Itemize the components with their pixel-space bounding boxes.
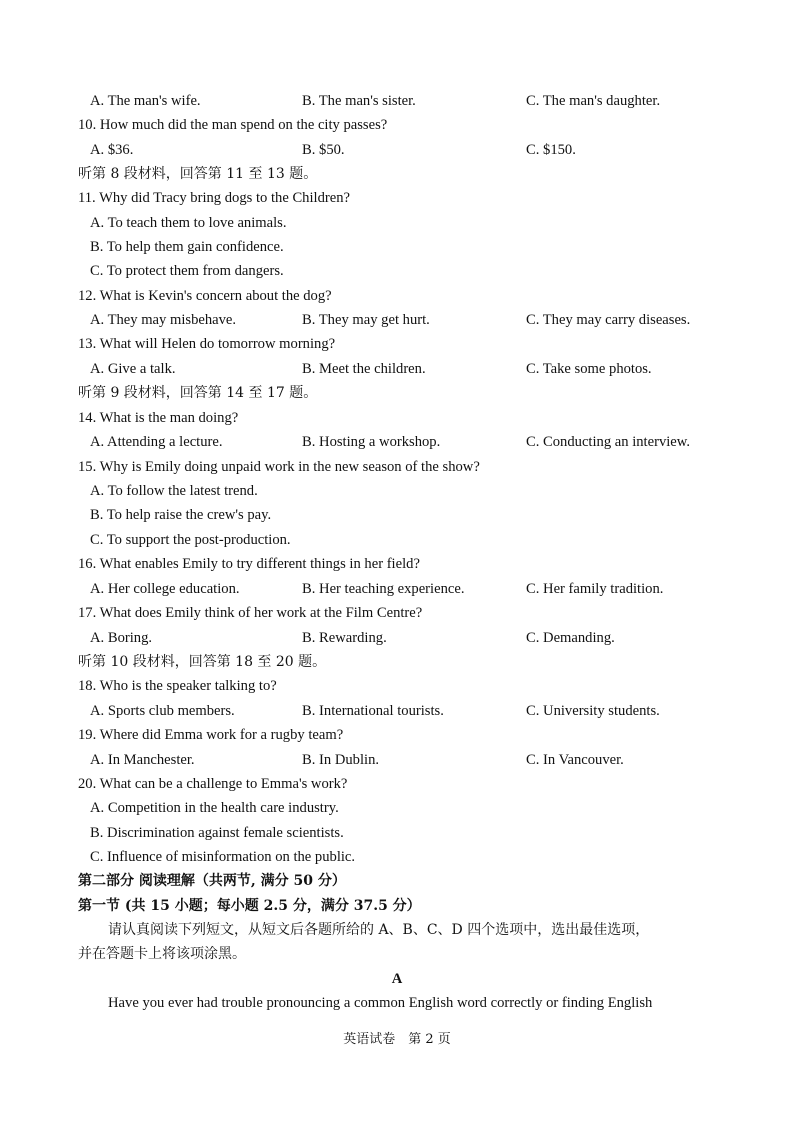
question-10 — [0, 113, 794, 137]
option-b: B. To help them gain confidence. — [90, 239, 284, 255]
option-a: A. Give a talk. — [90, 361, 176, 377]
section-one-heading — [0, 894, 794, 918]
option-b: B. To help raise the crew's pay. — [90, 507, 272, 523]
passage-text: Have you ever had trouble pronouncing a common English word correctly or finding English — [108, 995, 653, 1011]
intro-text: 听第 8 段材料，回答第 11 至 13 题。 — [78, 166, 318, 182]
option-c: C. To protect them from dangers. — [90, 263, 284, 279]
option-c: C. $150. — [526, 142, 576, 158]
instructions-text: 请认真阅读下列短文，从短文后各题所给的 A、B、C、D 四个选项中，选出最佳选项， — [108, 922, 650, 938]
q11-option-b — [0, 235, 794, 259]
option-a: A. They may misbehave. — [90, 312, 237, 328]
question-17 — [0, 601, 794, 625]
option-b: B. Rewarding. — [302, 630, 387, 646]
q15-option-c — [0, 528, 794, 552]
q11-option-a — [0, 211, 794, 235]
option-c: C. Her family tradition. — [526, 581, 664, 597]
option-b: B. Hosting a workshop. — [302, 434, 441, 450]
instructions-text: 并在答题卡上将该项涂黑。 — [78, 946, 246, 962]
q12-options — [0, 308, 794, 332]
heading-text: 第二部分 阅读理解（共两节, 满分 50 分） — [78, 873, 346, 889]
option-b: B. In Dublin. — [302, 752, 380, 768]
q20-option-b — [0, 821, 794, 845]
section-intro-10 — [0, 650, 794, 674]
q9-options — [0, 89, 794, 113]
option-b: B. They may get hurt. — [302, 312, 430, 328]
question-18 — [0, 674, 794, 698]
q18-options — [0, 699, 794, 723]
question-text: 14. What is the man doing? — [78, 410, 239, 426]
option-a: A. The man's wife. — [90, 93, 201, 109]
question-11 — [0, 186, 794, 210]
intro-text: 听第 10 段材料，回答第 18 至 20 题。 — [78, 654, 327, 670]
q20-option-c — [0, 845, 794, 869]
instructions-line-2 — [0, 942, 794, 966]
question-text: 19. Where did Emma work for a rugby team? — [78, 727, 344, 743]
option-c: C. Influence of misinformation on the public. — [90, 849, 356, 865]
option-c: C. They may carry diseases. — [526, 312, 691, 328]
option-a: A. Her college education. — [90, 581, 240, 597]
option-a: A. Boring. — [90, 630, 153, 646]
option-b: B. Her teaching experience. — [302, 581, 465, 597]
option-c: C. In Vancouver. — [526, 752, 624, 768]
option-c: C. Take some photos. — [526, 361, 652, 377]
option-a: A. To follow the latest trend. — [90, 483, 258, 499]
passage-label — [0, 967, 794, 991]
option-a: A. Competition in the health care industry. — [90, 800, 339, 816]
instructions-line-1 — [0, 918, 794, 942]
question-20 — [0, 772, 794, 796]
option-a: A. $36. — [90, 142, 134, 158]
option-a: A. To teach them to love animals. — [90, 215, 287, 231]
part-two-heading — [0, 869, 794, 893]
option-b: B. International tourists. — [302, 703, 444, 719]
question-text: 17. What does Emily think of her work at the Film Centre? — [78, 605, 423, 621]
option-a: A. In Manchester. — [90, 752, 195, 768]
option-b: B. Meet the children. — [302, 361, 426, 377]
question-19 — [0, 723, 794, 747]
option-b: B. $50. — [302, 142, 345, 158]
q20-option-a — [0, 796, 794, 820]
question-14 — [0, 406, 794, 430]
q19-options — [0, 748, 794, 772]
option-c: C. Conducting an interview. — [526, 434, 691, 450]
question-15 — [0, 455, 794, 479]
section-intro-9 — [0, 381, 794, 405]
passage-letter: A — [391, 971, 403, 987]
question-text: 13. What will Helen do tomorrow morning? — [78, 336, 336, 352]
option-c: C. The man's daughter. — [526, 93, 661, 109]
passage-line-1 — [0, 991, 794, 1015]
q16-options — [0, 577, 794, 601]
option-c: C. University students. — [526, 703, 660, 719]
question-text: 15. Why is Emily doing unpaid work in the new season of the show? — [78, 459, 480, 475]
option-c: C. Demanding. — [526, 630, 615, 646]
question-text: 10. How much did the man spend on the city passes? — [78, 117, 388, 133]
q11-option-c — [0, 259, 794, 283]
section-intro-8 — [0, 162, 794, 186]
q13-options — [0, 357, 794, 381]
q14-options — [0, 430, 794, 454]
q10-options — [0, 138, 794, 162]
q15-option-a — [0, 479, 794, 503]
heading-text: 第一节 (共 15 小题；每小题 2.5 分，满分 37.5 分） — [78, 898, 421, 914]
option-b: B. The man's sister. — [302, 93, 416, 109]
q17-options — [0, 626, 794, 650]
question-12 — [0, 284, 794, 308]
option-b: B. Discrimination against female scientists. — [90, 825, 344, 841]
question-text: 11. Why did Tracy bring dogs to the Children? — [78, 190, 350, 206]
option-a: A. Sports club members. — [90, 703, 235, 719]
intro-text: 听第 9 段材料，回答第 14 至 17 题。 — [78, 385, 318, 401]
q15-option-b — [0, 503, 794, 527]
question-text: 16. What enables Emily to try different things in her field? — [78, 556, 420, 572]
question-13 — [0, 332, 794, 356]
question-text: 18. Who is the speaker talking to? — [78, 678, 277, 694]
option-a: A. Attending a lecture. — [90, 434, 223, 450]
footer-text: 英语试卷 第 2 页 — [343, 1032, 451, 1047]
page-footer — [0, 1028, 794, 1052]
question-16 — [0, 552, 794, 576]
question-text: 12. What is Kevin's concern about the dog? — [78, 288, 332, 304]
question-text: 20. What can be a challenge to Emma's work? — [78, 776, 348, 792]
option-c: C. To support the post-production. — [90, 532, 291, 548]
